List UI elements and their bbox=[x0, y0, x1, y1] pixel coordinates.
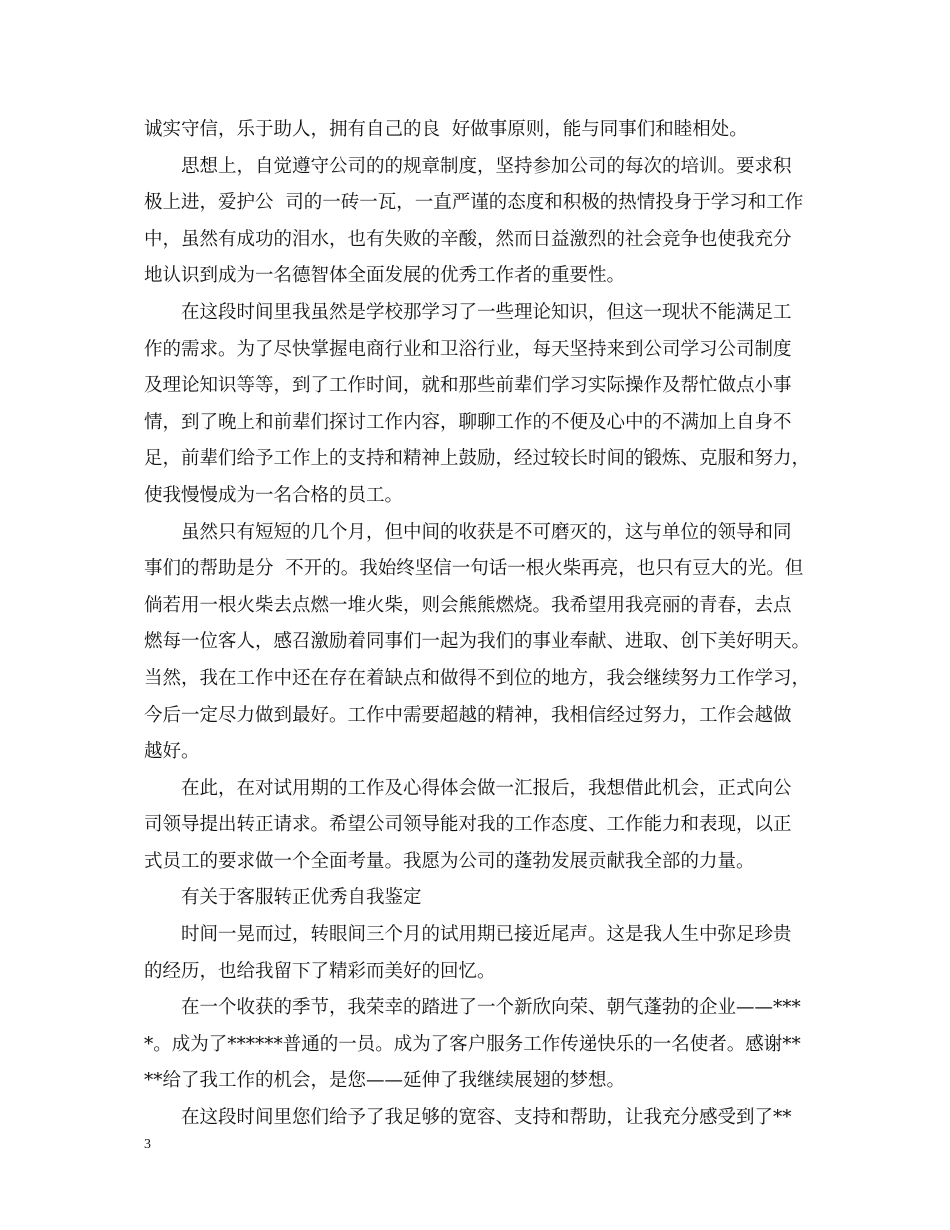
text-line: 倘若用一根火柴去点燃一堆火柴，则会熊熊燃烧。我希望用我亮丽的青春，去点 bbox=[144, 594, 792, 616]
page-number: 3 bbox=[144, 1137, 151, 1152]
text-line: 使我慢慢成为一名合格的员工。 bbox=[144, 484, 404, 506]
text-line: 情，到了晚上和前辈们探讨工作内容，聊聊工作的不便及心中的不满加上自身不 bbox=[144, 411, 792, 433]
text-line: 越好。 bbox=[144, 741, 200, 763]
text-line: 在一个收获的季节，我荣幸的踏进了一个新欣向荣、朝气蓬勃的企业——*** bbox=[181, 997, 801, 1019]
text-line: 当然，我在工作中还在存在着缺点和做得不到位的地方，我会继续努力工作学习， bbox=[144, 667, 811, 689]
text-line: 在这段时间里您们给予了我足够的宽容、支持和帮助，让我充分感受到了** bbox=[181, 1107, 792, 1129]
text-line: 作的需求。为了尽快掌握电商行业和卫浴行业，每天坚持来到公司学习公司制度 bbox=[144, 338, 792, 360]
text-line: *。成为了******普通的一员。成为了客户服务工作传递快乐的一名使者。感谢** bbox=[144, 1033, 801, 1055]
text-line: 思想上，自觉遵守公司的的规章制度，坚持参加公司的每次的培训。要求积 bbox=[181, 155, 792, 177]
text-line: 今后一定尽力做到最好。工作中需要超越的精神，我相信经过努力，工作会越做 bbox=[144, 704, 792, 726]
text-line: 中，虽然有成功的泪水，也有失败的辛酸，然而日益激烈的社会竞争也使我充分 bbox=[144, 228, 792, 250]
text-line: 时间一晃而过，转眼间三个月的试用期已接近尾声。这是我人生中弥足珍贵 bbox=[181, 924, 792, 946]
text-line: 燃每一位客人，感召激励着同事们一起为我们的事业奉献、进取、创下美好明天。 bbox=[144, 631, 811, 653]
text-line: 足，前辈们给予工作上的支持和精神上鼓励，经过较长时间的锻炼、克服和努力， bbox=[144, 448, 811, 470]
text-line: 式员工的要求做一个全面考量。我愿为公司的蓬勃发展贡献我全部的力量。 bbox=[144, 850, 755, 872]
text-line: 诚实守信，乐于助人，拥有自己的良 好做事原则，能与同事们和睦相处。 bbox=[144, 119, 748, 140]
text-line: 司领导提出转正请求。希望公司领导能对我的工作态度、工作能力和表现，以正 bbox=[144, 814, 792, 836]
text-line: 的经历，也给我留下了精彩而美好的回忆。 bbox=[144, 960, 496, 982]
document-body bbox=[144, 112, 824, 1137]
text-line: 有关于客服转正优秀自我鉴定 bbox=[181, 887, 422, 909]
text-line: 在此，在对试用期的工作及心得体会做一汇报后，我想借此机会，正式向公 bbox=[181, 777, 792, 799]
text-line: 地认识到成为一名德智体全面发展的优秀工作者的重要性。 bbox=[144, 265, 626, 287]
text-line: 虽然只有短短的几个月，但中间的收获是不可磨灭的，这与单位的领导和同 bbox=[181, 521, 792, 543]
text-line: 在这段时间里我虽然是学校那学习了一些理论知识，但这一现状不能满足工 bbox=[181, 301, 792, 323]
text-line: 事们的帮助是分 不开的。我始终坚信一句话一根火柴再亮，也只有豆大的光。但 bbox=[144, 558, 804, 580]
text-line: 及理论知识等等，到了工作时间，就和那些前辈们学习实际操作及帮忙做点小事 bbox=[144, 375, 792, 397]
text-line: **给了我工作的机会，是您——延伸了我继续展翅的梦想。 bbox=[144, 1070, 626, 1092]
text-line: 极上进，爱护公 司的一砖一瓦，一直严谨的态度和积极的热情投身于学习和工作 bbox=[144, 192, 804, 214]
